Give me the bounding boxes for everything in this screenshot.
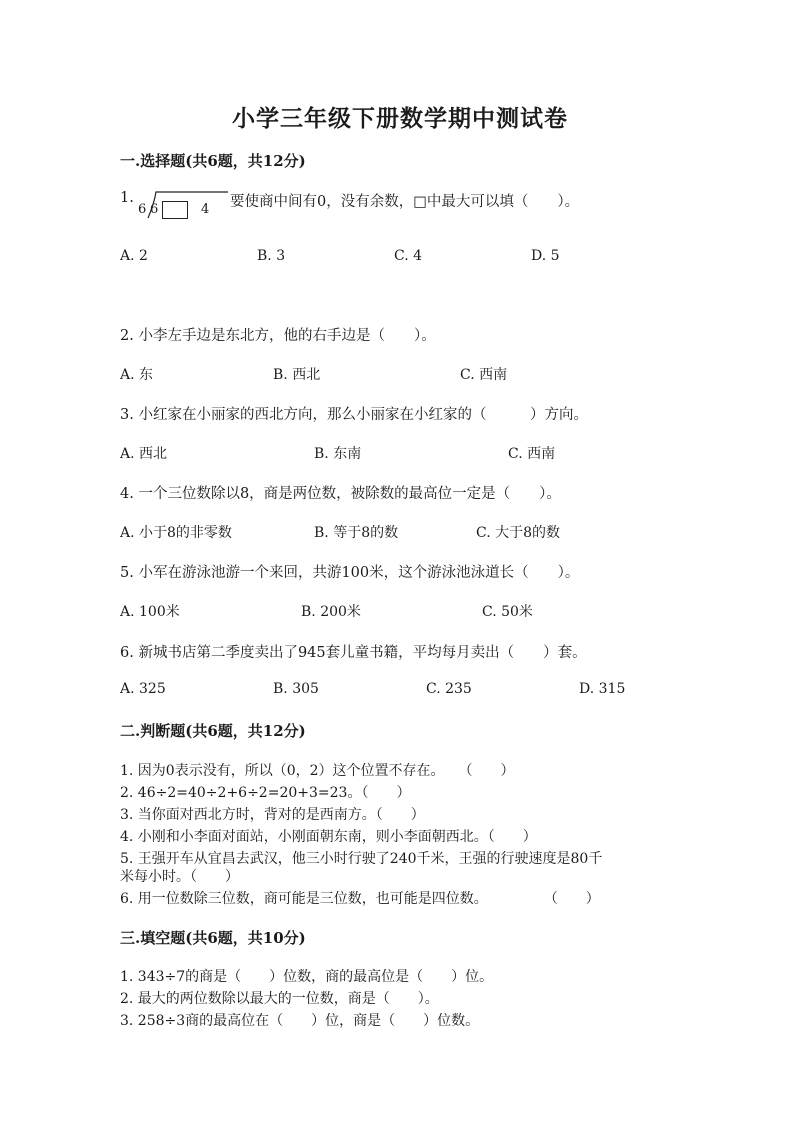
section-header-judgement: 二.判断题(共6题，共12分): [120, 722, 306, 740]
page-title: 小学三年级下册数学期中测试卷: [232, 105, 568, 132]
judgement-item: 4. 小刚和小李面对面站，小刚面朝东南，则小李面朝西北。（ ）: [120, 829, 537, 845]
option-a: A. 100米: [120, 604, 180, 620]
judgement-item: 5. 王强开车从宜昌去武汉，他三小时行驶了240千米，王强的行驶速度是80千: [120, 851, 603, 867]
judgement-item: 2. 46÷2=40÷2+6÷2=20+3=23。（ ）: [120, 785, 411, 801]
option-b: B. 3: [257, 248, 286, 264]
option-a: A. 2: [120, 248, 148, 264]
question-number: 1.: [120, 190, 134, 206]
option-a: A. 325: [120, 681, 166, 697]
option-b: B. 等于8的数: [314, 525, 399, 541]
question-text: 5. 小军在游泳池游一个来回，共游100米，这个游泳池泳道长（ ）。: [120, 565, 580, 581]
dividend-right-digit: 4: [201, 202, 210, 217]
option-d: D. 5: [531, 248, 560, 264]
option-d: D. 315: [579, 681, 626, 697]
fill-blank-item: 2. 最大的两位数除以最大的一位数，商是（ ）。: [120, 991, 439, 1007]
blank-box: [162, 201, 188, 219]
fill-blank-item: 3. 258÷3商的最高位在（ ）位，商是（ ）位数。: [120, 1013, 480, 1029]
option-c: C. 西南: [508, 446, 556, 462]
question-text: 4. 一个三位数除以8，商是两位数，被除数的最高位一定是（ ）。: [120, 486, 561, 502]
question-text: 3. 小红家在小丽家的西北方向，那么小丽家在小红家的（ ）方向。: [120, 407, 588, 423]
long-division-figure: [120, 188, 230, 220]
question-text: 6. 新城书店第二季度卖出了945套儿童书籍，平均每月卖出（ ）套。: [120, 645, 587, 661]
section-header-fill-blank: 三.填空题(共6题，共10分): [120, 929, 306, 947]
option-b: B. 西北: [273, 367, 321, 383]
option-a: A. 东: [120, 367, 154, 383]
fill-blank-item: 1. 343÷7的商是（ ）位数，商的最高位是（ ）位。: [120, 969, 494, 985]
option-b: B. 305: [273, 681, 319, 697]
option-a: A. 小于8的非零数: [120, 525, 232, 541]
option-c: C. 50米: [482, 604, 533, 620]
judgement-item: 3. 当你面对西北方时，背对的是西南方。（ ）: [120, 807, 425, 823]
option-b: B. 东南: [314, 446, 362, 462]
judgement-item: 6. 用一位数除三位数，商可能是三位数，也可能是四位数。 （ ）: [120, 891, 600, 907]
judgement-item-continued: 米每小时。（ ）: [120, 869, 239, 885]
option-c: C. 235: [426, 681, 472, 697]
section-header-choice: 一.选择题(共6题，共12分): [120, 152, 306, 170]
divisor: 6: [138, 202, 147, 217]
option-c: C. 西南: [460, 367, 508, 383]
option-c: C. 大于8的数: [476, 525, 561, 541]
question-text: 要使商中间有0，没有余数，□中最大可以填（ ）。: [230, 194, 580, 210]
option-c: C. 4: [394, 248, 423, 264]
dividend-left-digit: 6: [150, 202, 159, 217]
option-b: B. 200米: [301, 604, 361, 620]
judgement-item: 1. 因为0表示没有，所以（0，2）这个位置不存在。 （ ）: [120, 763, 515, 779]
question-text: 2. 小李左手边是东北方，他的右手边是（ ）。: [120, 328, 436, 344]
option-a: A. 西北: [120, 446, 168, 462]
